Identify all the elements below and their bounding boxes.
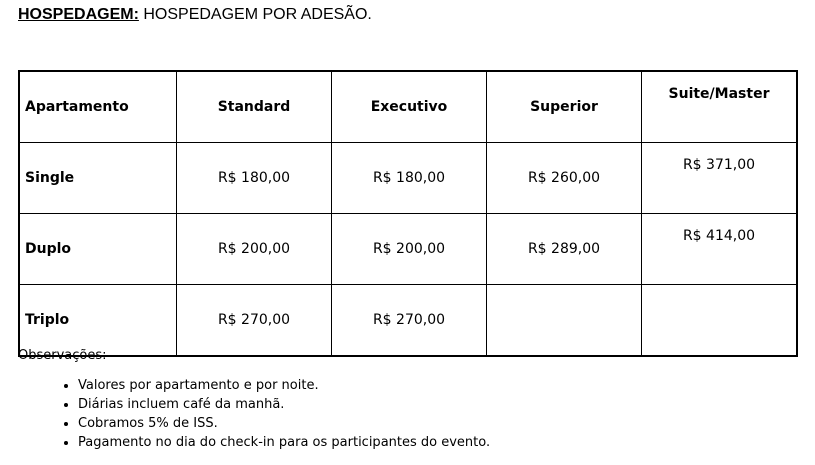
page-heading [18, 5, 372, 25]
price-cell: R$ 270,00 [177, 285, 332, 357]
price-cell: R$ 270,00 [332, 285, 487, 357]
header-superior: Superior [487, 71, 642, 143]
price-cell: R$ 260,00 [487, 143, 642, 214]
row-label-duplo: Duplo [19, 214, 177, 285]
heading-label: HOSPEDAGEM: [18, 6, 139, 23]
price-cell: R$ 371,00 [642, 143, 798, 214]
heading-text: HOSPEDAGEM POR ADESÃO. [143, 6, 372, 23]
price-cell: R$ 289,00 [487, 214, 642, 285]
price-cell: R$ 180,00 [177, 143, 332, 214]
price-cell-empty [642, 285, 798, 357]
table-row [19, 214, 797, 285]
table-row [19, 143, 797, 214]
list-item: • Diárias incluem café da manhã. [78, 395, 490, 414]
row-label-single: Single [19, 143, 177, 214]
price-cell: R$ 200,00 [177, 214, 332, 285]
list-item: • Pagamento no dia do check-in para os participantes do evento. [78, 433, 490, 452]
notes-title: Observações: [18, 348, 107, 363]
list-item: • Valores por apartamento e por noite. [78, 376, 490, 395]
price-cell: R$ 180,00 [332, 143, 487, 214]
rates-table [18, 70, 798, 357]
header-executivo: Executivo [332, 71, 487, 143]
header-apartamento: Apartamento [19, 71, 177, 143]
price-cell-empty [487, 285, 642, 357]
price-cell: R$ 200,00 [332, 214, 487, 285]
header-suite-master: Suite/Master [642, 71, 798, 143]
list-item: • Cobramos 5% de ISS. [78, 414, 490, 433]
header-standard: Standard [177, 71, 332, 143]
notes-section [18, 346, 490, 452]
table-header-row [19, 71, 797, 143]
row-label-triplo: Triplo [19, 285, 177, 357]
notes-list [18, 376, 490, 452]
price-cell: R$ 414,00 [642, 214, 798, 285]
